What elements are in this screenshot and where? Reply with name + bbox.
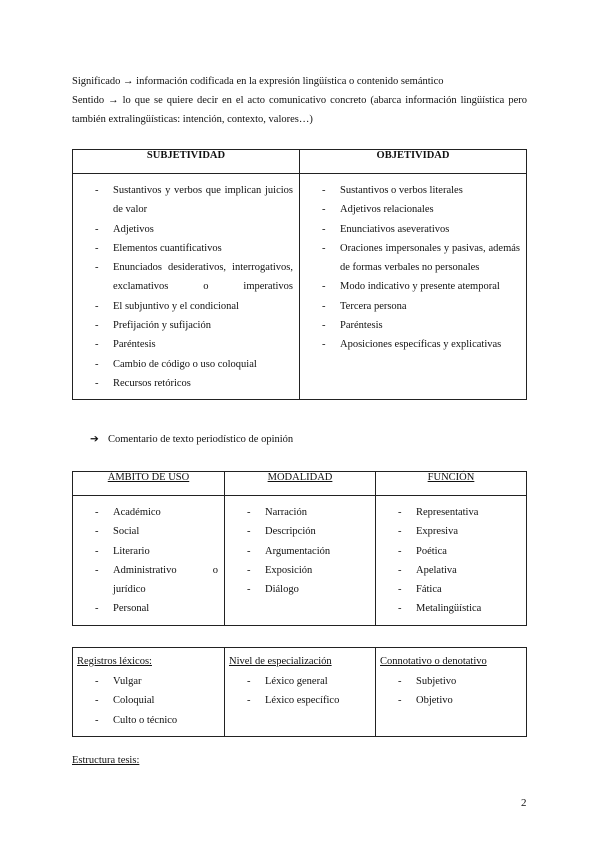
estructura-heading: Estructura tesis: bbox=[72, 755, 140, 766]
list-item: - Narración bbox=[225, 503, 369, 522]
list-item: - Personal bbox=[73, 599, 218, 618]
list-item: - Literario bbox=[73, 542, 218, 561]
list-item: - El subjuntivo y el condicional bbox=[73, 297, 293, 316]
list-item: - Académico bbox=[73, 503, 218, 522]
connotativo-cell bbox=[376, 648, 527, 737]
page-number: 2 bbox=[521, 797, 527, 809]
list-item: - Adjetivos bbox=[73, 220, 293, 239]
list-item: - Poética bbox=[376, 542, 520, 561]
list-item: - Social bbox=[73, 522, 218, 541]
funcion-list bbox=[376, 496, 526, 625]
objetividad-cell bbox=[300, 174, 527, 400]
registros-cell bbox=[73, 648, 225, 737]
subjetividad-list bbox=[73, 174, 299, 399]
list-item: - Culto o técnico bbox=[77, 711, 220, 730]
list-item: - Léxico específico bbox=[229, 691, 371, 710]
especializacion-header: Nivel de especialización bbox=[229, 656, 332, 667]
list-item: - Representativa bbox=[376, 503, 520, 522]
list-item: - Metalingüística bbox=[376, 599, 520, 618]
subjetividad-cell bbox=[73, 174, 300, 400]
list-item: - Prefijación y sufijación bbox=[73, 316, 293, 335]
list-item: - Sustantivos y verbos que implican juicios de valor bbox=[73, 181, 293, 220]
subjetividad-objetividad-table bbox=[72, 149, 527, 400]
list-item: - Aposiciones específicas y explicativas bbox=[300, 335, 520, 354]
connotativo-list bbox=[380, 670, 522, 711]
list-item: - Paréntesis bbox=[73, 335, 293, 354]
list-item: - Subjetivo bbox=[380, 672, 522, 691]
list-item: - Cambio de código o uso coloquial bbox=[73, 355, 293, 374]
list-item: - Descripción bbox=[225, 522, 369, 541]
registros-list bbox=[77, 670, 220, 730]
comentario-text: Comentario de texto periodístico de opinión bbox=[108, 434, 294, 445]
ambito-cell bbox=[73, 496, 225, 626]
especializacion-cell bbox=[225, 648, 376, 737]
list-item: - Léxico general bbox=[229, 672, 371, 691]
list-item: - Oraciones impersonales y pasivas, además de formas verbales no personales bbox=[300, 239, 520, 278]
funcion-header: FUNCIÓN bbox=[376, 472, 527, 496]
list-item: - Administrativo o jurídico bbox=[73, 561, 218, 600]
modalidad-header: MODALIDAD bbox=[225, 472, 376, 496]
intro-paragraph bbox=[72, 72, 527, 129]
list-item: - Vulgar bbox=[77, 672, 220, 691]
list-item: - Elementos cuantificativos bbox=[73, 239, 293, 258]
list-item: - Paréntesis bbox=[300, 316, 520, 335]
list-item: - Enunciados desiderativos, interrogativos, exclamativos o imperativos bbox=[73, 258, 293, 297]
connotativo-header: Connotativo o denotativo bbox=[380, 656, 487, 667]
definition-significado: Significado → información codificada en la expresión lingüística o contenido semántico bbox=[72, 76, 444, 87]
list-item: - Modo indicativo y presente atemporal bbox=[300, 277, 520, 296]
arrow-bullet-icon: ➔ bbox=[90, 434, 99, 445]
list-item: - Enunciativos aseverativos bbox=[300, 220, 520, 239]
ambito-modalidad-funcion-table bbox=[72, 471, 527, 626]
list-item: - Objetivo bbox=[380, 691, 522, 710]
ambito-list bbox=[73, 496, 224, 625]
list-item: - Adjetivos relacionales bbox=[300, 200, 520, 219]
list-item: - Tercera persona bbox=[300, 297, 520, 316]
subjetividad-header: SUBJETIVIDAD bbox=[73, 150, 300, 174]
list-item: - Expresiva bbox=[376, 522, 520, 541]
comentario-bullet bbox=[90, 432, 293, 448]
list-item: - Coloquial bbox=[77, 691, 220, 710]
list-item: - Sustantivos o verbos literales bbox=[300, 181, 520, 200]
list-item: - Diálogo bbox=[225, 580, 369, 599]
registros-header: Registros léxicos: bbox=[77, 656, 152, 667]
list-item: - Exposición bbox=[225, 561, 369, 580]
ambito-header: ÁMBITO DE USO bbox=[73, 472, 225, 496]
especializacion-list bbox=[229, 670, 371, 711]
modalidad-list bbox=[225, 496, 375, 605]
modalidad-cell bbox=[225, 496, 376, 626]
list-item: - Recursos retóricos bbox=[73, 374, 293, 393]
list-item: - Argumentación bbox=[225, 542, 369, 561]
definition-sentido: Sentido → lo que se quiere decir en el acto comunicativo concreto (abarca información lingüística pero también extralingüísticas: intención, contexto, valores…) bbox=[72, 95, 527, 125]
objetividad-list bbox=[300, 174, 526, 361]
funcion-cell bbox=[376, 496, 527, 626]
list-item: - Fática bbox=[376, 580, 520, 599]
registros-table bbox=[72, 647, 527, 737]
objetividad-header: OBJETIVIDAD bbox=[300, 150, 527, 174]
list-item: - Apelativa bbox=[376, 561, 520, 580]
